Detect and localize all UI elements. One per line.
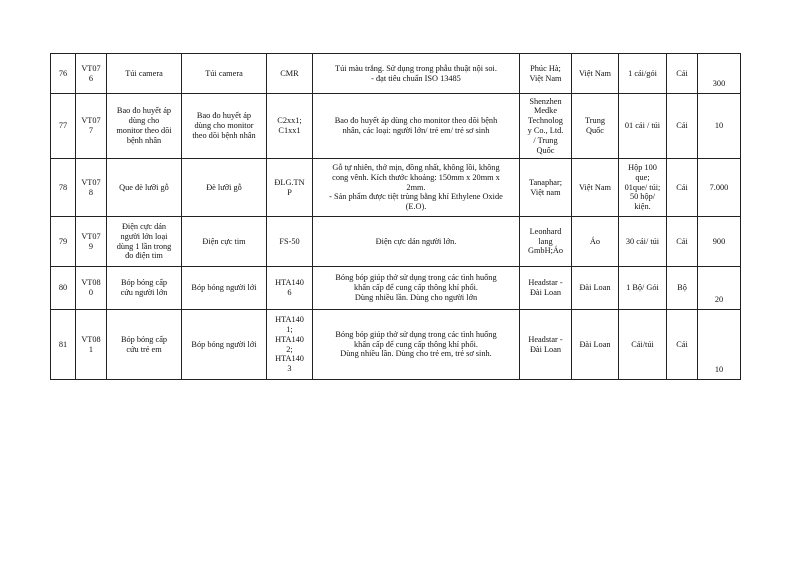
- quantity: 20: [698, 267, 741, 310]
- table-row: [51, 217, 741, 267]
- model-code: C2xx1; C1xx1: [267, 94, 313, 159]
- item-name: Bóp bóng cấp cứu người lớn: [107, 267, 182, 310]
- row-number: 80: [51, 267, 76, 310]
- table-row: [51, 159, 741, 217]
- item-name: Bao đo huyết áp dùng cho monitor theo dõi bệnh nhân: [107, 94, 182, 159]
- item-code: VT07 6: [76, 54, 107, 94]
- specification: Điện cực dán người lớn.: [313, 217, 520, 267]
- model-code: HTA140 1; HTA140 2; HTA140 3: [267, 310, 313, 380]
- packing: Hộp 100 que; 01que/ túi; 50 hộp/ kiện.: [619, 159, 667, 217]
- model-code: HTA140 6: [267, 267, 313, 310]
- row-number: 76: [51, 54, 76, 94]
- manufacturer: Headstar - Đài Loan: [520, 267, 572, 310]
- commercial-name: Bóp bóng người lới: [182, 267, 267, 310]
- item-code: VT08 0: [76, 267, 107, 310]
- commercial-name: Bao đo huyết áp dùng cho monitor theo dõi bệnh nhân: [182, 94, 267, 159]
- table-row: [51, 54, 741, 94]
- packing: 1 cái/gói: [619, 54, 667, 94]
- row-number: 79: [51, 217, 76, 267]
- specification: Bóng bóp giúp thở sử dụng trong các tình huống khẩn cấp để cung cấp thông khí phổi. Dùng nhiều lần. Dùng cho người lớn: [313, 267, 520, 310]
- unit: Cái: [667, 54, 698, 94]
- manufacturer: Leonhard lang GmbH;Áo: [520, 217, 572, 267]
- item-name: Que đè lưỡi gỗ: [107, 159, 182, 217]
- manufacturer: Phúc Hà; Việt Nam: [520, 54, 572, 94]
- item-code: VT07 7: [76, 94, 107, 159]
- packing: 30 cái/ túi: [619, 217, 667, 267]
- specification: Bao đo huyết áp dùng cho monitor theo dõi bệnh nhân, các loại: người lớn/ trẻ em/ trẻ sơ sinh: [313, 94, 520, 159]
- quantity: 900: [698, 217, 741, 267]
- unit: Bộ: [667, 267, 698, 310]
- specification: Túi màu trắng. Sử dụng trong phẫu thuật nội soi. - đạt tiêu chuẩn ISO 13485: [313, 54, 520, 94]
- unit: Cái: [667, 94, 698, 159]
- origin: Việt Nam: [572, 54, 619, 94]
- manufacturer: Shenzhen Medke Technolog y Co., Ltd. / Trung Quốc: [520, 94, 572, 159]
- row-number: 78: [51, 159, 76, 217]
- quantity: 10: [698, 94, 741, 159]
- origin: Đài Loan: [572, 267, 619, 310]
- packing: Cái/túi: [619, 310, 667, 380]
- packing: 1 Bộ/ Gói: [619, 267, 667, 310]
- item-code: VT07 9: [76, 217, 107, 267]
- origin: Đài Loan: [572, 310, 619, 380]
- quantity: 10: [698, 310, 741, 380]
- supplies-table: [50, 53, 741, 380]
- model-code: ĐLG.TN P: [267, 159, 313, 217]
- commercial-name: Túi camera: [182, 54, 267, 94]
- table-row: [51, 310, 741, 380]
- commercial-name: Đè lưỡi gỗ: [182, 159, 267, 217]
- manufacturer: Tanaphar; Việt nam: [520, 159, 572, 217]
- commercial-name: Bóp bóng người lới: [182, 310, 267, 380]
- table-row: [51, 94, 741, 159]
- item-name: Điện cực dán người lớn loại dùng 1 lần trong đo điện tim: [107, 217, 182, 267]
- quantity: 7.000: [698, 159, 741, 217]
- unit: Cái: [667, 159, 698, 217]
- item-code: VT08 1: [76, 310, 107, 380]
- item-name: Bóp bóng cấp cứu trẻ em: [107, 310, 182, 380]
- commercial-name: Điện cực tim: [182, 217, 267, 267]
- model-code: CMR: [267, 54, 313, 94]
- specification: Bóng bóp giúp thở sử dụng trong các tình huống khẩn cấp để cung cấp thông khí phổi. Dùng nhiều lần. Dùng cho trẻ em, trẻ sơ sinh.: [313, 310, 520, 380]
- row-number: 77: [51, 94, 76, 159]
- packing: 01 cái / túi: [619, 94, 667, 159]
- manufacturer: Headstar - Đài Loan: [520, 310, 572, 380]
- item-name: Túi camera: [107, 54, 182, 94]
- origin: Trung Quốc: [572, 94, 619, 159]
- unit: Cái: [667, 310, 698, 380]
- unit: Cái: [667, 217, 698, 267]
- model-code: FS-50: [267, 217, 313, 267]
- origin: Việt Nam: [572, 159, 619, 217]
- table-row: [51, 267, 741, 310]
- quantity: 300: [698, 54, 741, 94]
- row-number: 81: [51, 310, 76, 380]
- specification: Gỗ tự nhiên, thớ mịn, đồng nhất, không lồi, không cong vênh. Kích thước khoảng: 150mm x 20mm x 2mm. - Sản phẩm được tiệt trùng bằng khí Ethylene Oxide (E.O).: [313, 159, 520, 217]
- origin: Áo: [572, 217, 619, 267]
- item-code: VT07 8: [76, 159, 107, 217]
